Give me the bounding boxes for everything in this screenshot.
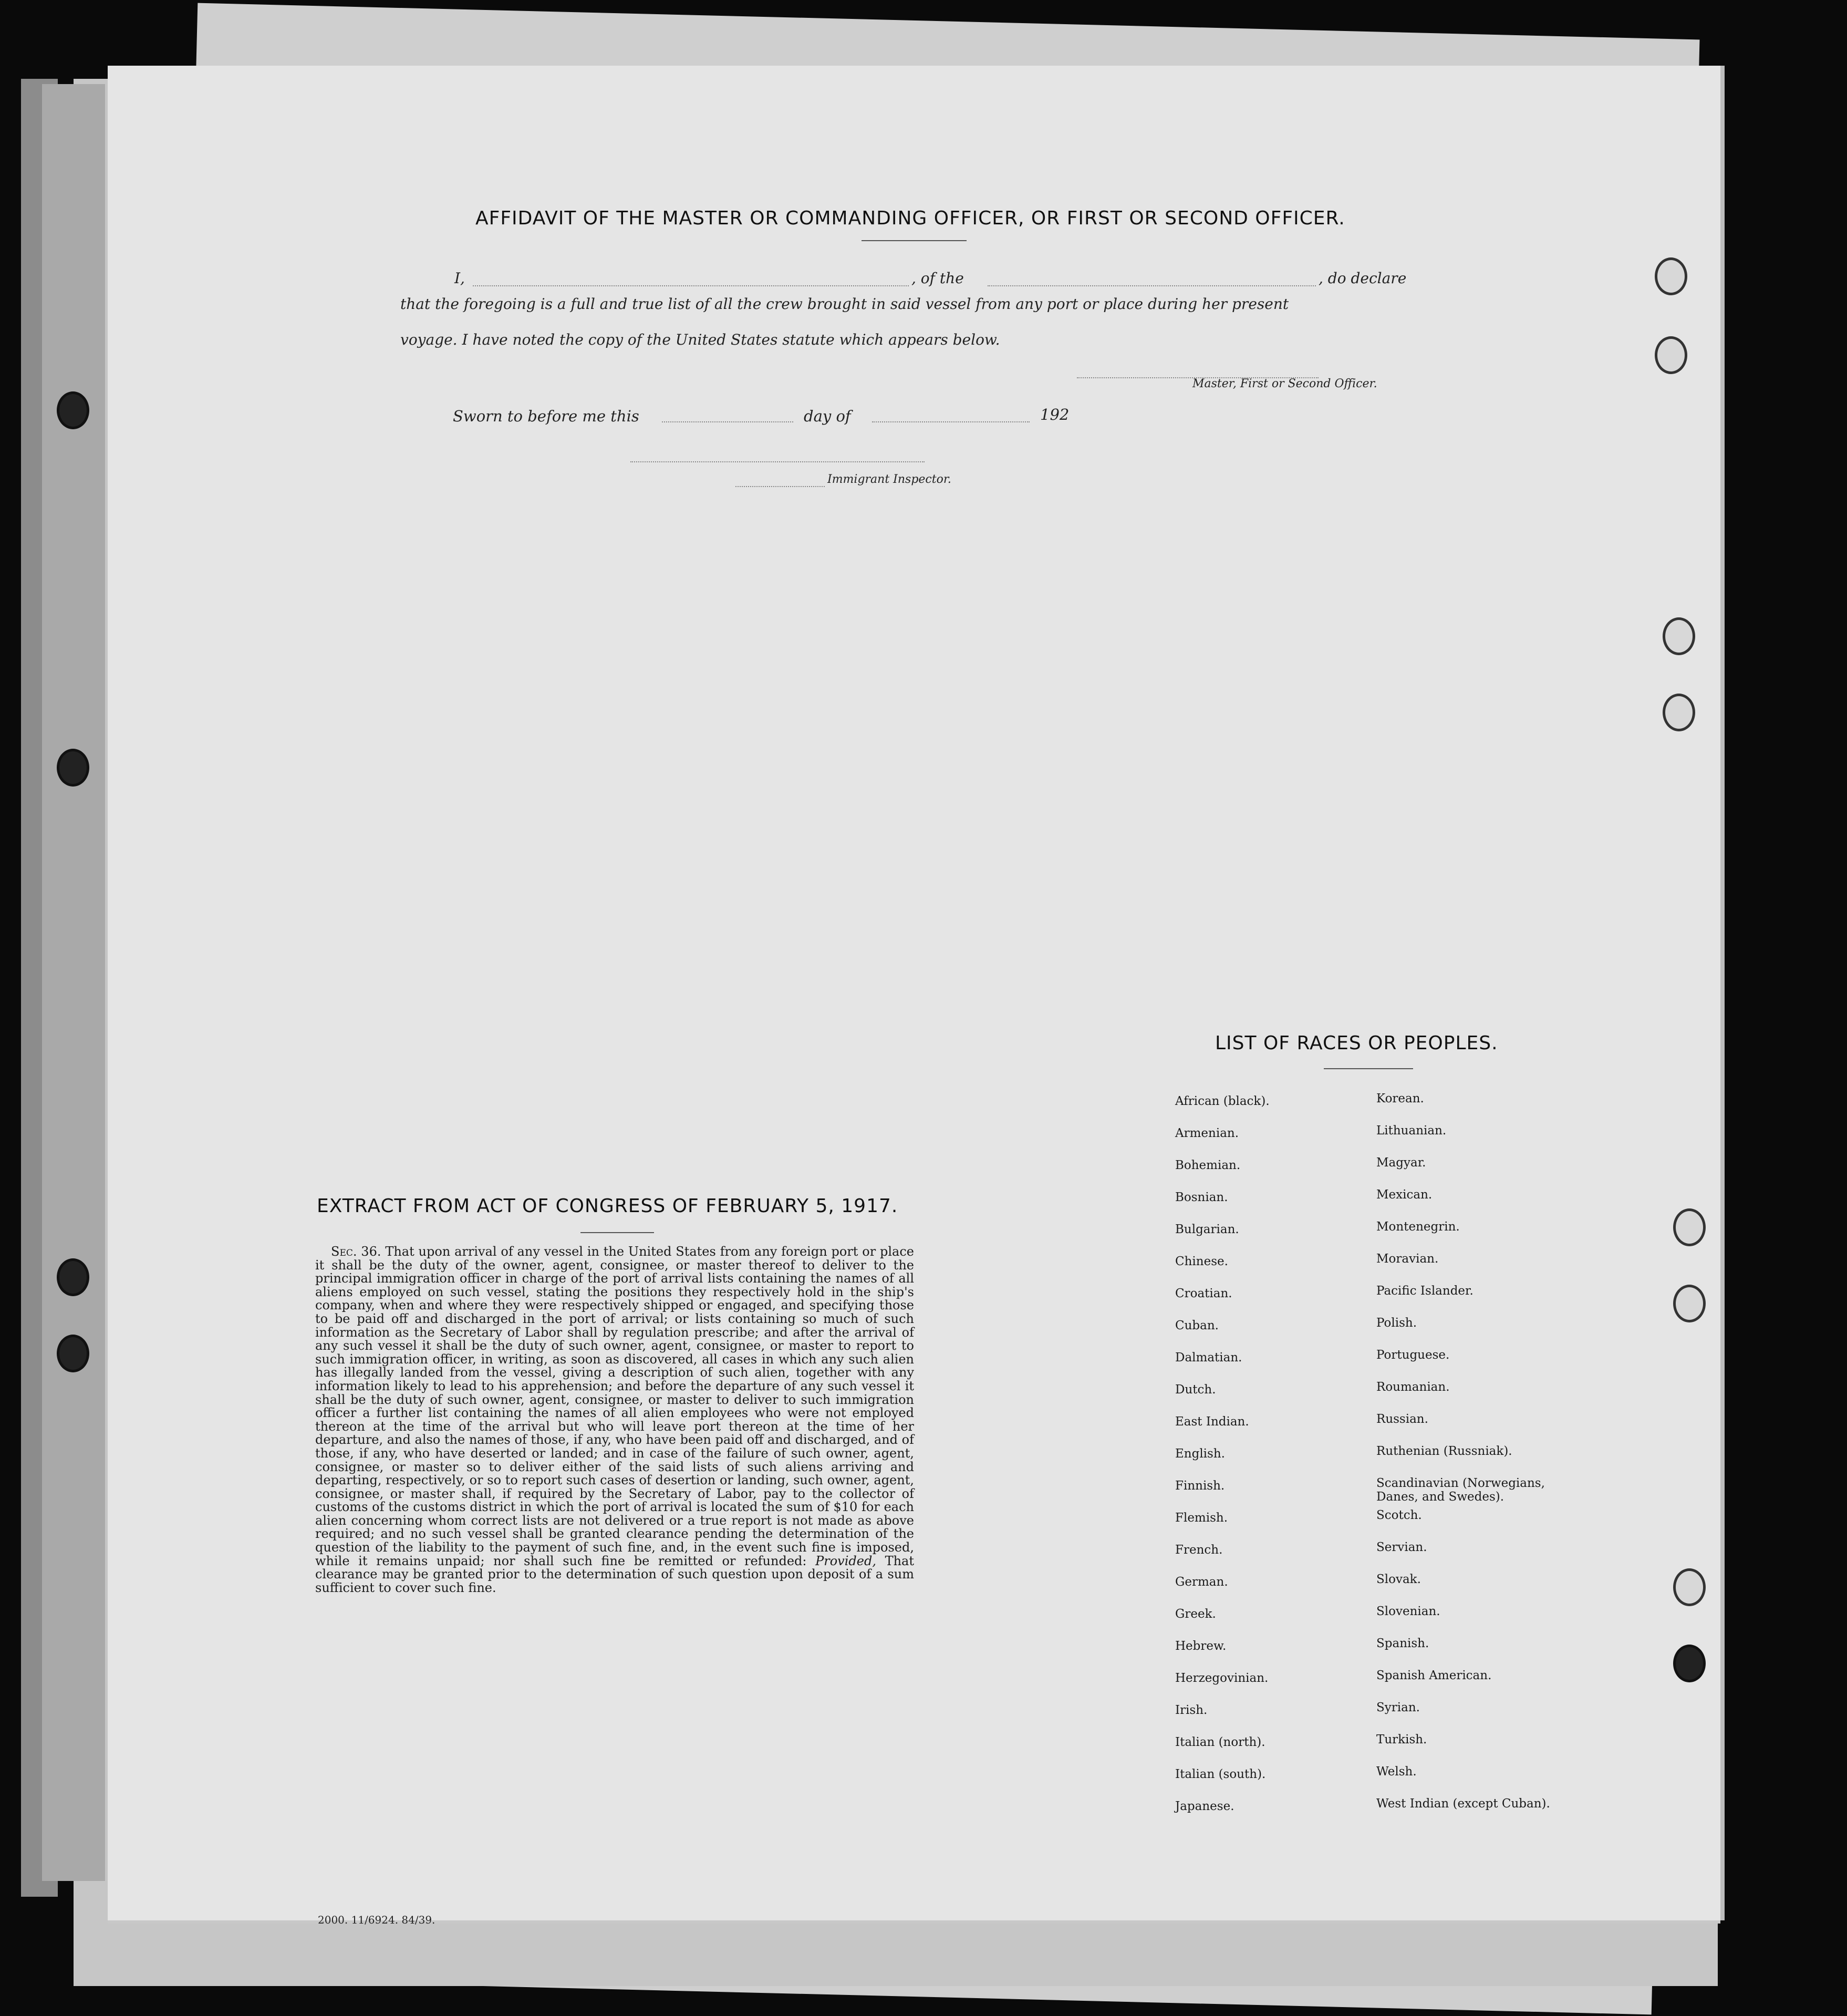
race-item: Greek.: [1175, 1607, 1216, 1621]
extract-title: EXTRACT FROM ACT OF CONGRESS OF FEBRUARY 5, 1917.: [317, 1195, 898, 1217]
sworn-day-line: [662, 421, 793, 422]
binder-hole: [1663, 617, 1695, 655]
race-item: Spanish.: [1376, 1637, 1429, 1650]
form-number: 2000. 11/6924. 84/39.: [318, 1914, 435, 1926]
race-item: Dalmatian.: [1175, 1351, 1242, 1364]
races-right-column: [1376, 1092, 1565, 1829]
extract-body-2: That clearance may be granted prior to the determination of such question upon deposit of a sum sufficient to cover such fine.: [315, 1553, 914, 1595]
binder-hole: [1673, 1645, 1706, 1682]
name-field-line: [473, 285, 909, 286]
race-item: Welsh.: [1376, 1765, 1417, 1779]
race-item: Spanish American.: [1376, 1669, 1492, 1682]
race-item: Russian.: [1376, 1412, 1428, 1426]
race-item: Slovenian.: [1376, 1605, 1440, 1618]
binder-hole: [57, 391, 89, 429]
race-item: Dutch.: [1175, 1383, 1216, 1397]
races-left-column: [1175, 1094, 1270, 1832]
vessel-field-line: [988, 285, 1316, 286]
affidavit-title: AFFIDAVIT OF THE MASTER OR COMMANDING OFFICER, OR FIRST OR SECOND OFFICER.: [475, 208, 1345, 229]
race-item: Finnish.: [1175, 1479, 1225, 1493]
race-item: Chinese.: [1175, 1255, 1228, 1268]
race-item: Croatian.: [1175, 1287, 1232, 1300]
race-item: Servian.: [1376, 1541, 1427, 1554]
provided-word: Provided,: [815, 1553, 876, 1568]
race-item: Polish.: [1376, 1316, 1417, 1330]
race-item: Portuguese.: [1376, 1348, 1450, 1362]
back-sheet-edge: [42, 84, 105, 1881]
race-item: Moravian.: [1376, 1252, 1439, 1266]
inspector-line-short: [735, 486, 825, 487]
race-item: Pacific Islander.: [1376, 1284, 1474, 1298]
race-item: Magyar.: [1376, 1156, 1426, 1170]
race-item: African (black).: [1175, 1094, 1270, 1108]
race-item: Montenegrin.: [1376, 1220, 1460, 1234]
race-item: Ruthenian (Russniak).: [1376, 1444, 1512, 1458]
binder-hole: [57, 1258, 89, 1296]
inspector-line: [630, 461, 925, 462]
binder-hole: [1655, 257, 1687, 295]
race-item: Cuban.: [1175, 1319, 1219, 1332]
race-item: East Indian.: [1175, 1415, 1249, 1429]
binder-hole: [1673, 1285, 1706, 1322]
day-of-text: day of: [804, 407, 851, 425]
race-item: Korean.: [1376, 1092, 1424, 1105]
race-item: Armenian.: [1175, 1126, 1239, 1140]
race-item: Roumanian.: [1376, 1380, 1450, 1394]
race-item: Turkish.: [1376, 1733, 1427, 1746]
race-item: Scandinavian (Norwegians, Danes, and Swedes).: [1376, 1476, 1545, 1504]
race-item: Irish.: [1175, 1703, 1208, 1717]
affidavit-i: I,: [454, 270, 465, 287]
races-rule: [1324, 1068, 1413, 1069]
sworn-text: Sworn to before me this: [453, 407, 639, 425]
race-item: English.: [1175, 1447, 1225, 1461]
race-item: Italian (south).: [1175, 1767, 1266, 1781]
sworn-month-line: [872, 421, 1030, 422]
race-item: Mexican.: [1376, 1188, 1433, 1202]
extract-text: [315, 1245, 914, 1595]
races-title: LIST OF RACES OR PEOPLES.: [1215, 1032, 1498, 1054]
section-number: Sec. 36.: [331, 1244, 381, 1259]
race-item: Bulgarian.: [1175, 1223, 1239, 1236]
race-item: Scotch.: [1376, 1508, 1422, 1522]
extract-body-1: That upon arrival of any vessel in the United States from any foreign port or place it shall be the duty of the owner, agent, consignee, or master thereof to deliver to the principal immigration officer in charge of the port of arrival lists containing the names of all aliens employed on such vessel, stating the positions they respectively hold in the ship's company, when and where they were respectively shipped or engaged, and specifying those to be paid off and discharged in the port of arrival; or lists containing so much of such information as the Secretary of Labor shall by regulation prescribe; and after the arrival of any such vessel it shall be the duty of such owner, agent, consignee, or master to report to such immigration officer, in writing, as soon as discovered, all cases in which any such alien has illegally landed from the vessel, giving a description of such alien, together with any information likely to lead to his apprehension; and before the departure of any such vessel it shall be the duty of such owner, agent, consignee, or master to deliver to such immigration officer a further list containing the names of all alien employees who were not employed thereon at the time of the arrival but who will leave port thereon at the time of her departure, and also the names of those, if any, who have been paid off and discharged, and of those, if any, who have deserted or landed; and in case of the failure of such owner, agent, consignee, or master so to deliver either of the said lists of such aliens arriving and departing, respectively, or so to report such cases of desertion or landing, such owner, agent, consignee, or master shall, if required by the Secretary of Labor, pay to the collector of customs of the customs district in which the port of arrival is located the sum of $10 for each alien concerning whom correct lists are not delivered or a true report is not made as above required; and no such vessel shall be granted clearance pending the determination of the question of the liability to the payment of such fine, and, in the event such fine is imposed, while it remains unpaid; nor shall such fine be remitted or refunded:: [315, 1244, 914, 1568]
year-text: 192: [1040, 406, 1070, 423]
affidavit-declare: , do declare: [1319, 270, 1407, 287]
race-item: West Indian (except Cuban).: [1376, 1797, 1550, 1811]
race-item: French.: [1175, 1543, 1223, 1557]
race-item: Lithuanian.: [1376, 1124, 1447, 1138]
binder-hole: [1673, 1568, 1706, 1606]
race-item: Syrian.: [1376, 1701, 1420, 1714]
affidavit-line2: that the foregoing is a full and true list of all the crew brought in said vessel from any port or place during her present: [400, 295, 1289, 313]
binder-hole: [57, 749, 89, 787]
binder-hole: [57, 1335, 89, 1372]
race-item: Herzegovinian.: [1175, 1671, 1269, 1685]
race-item: Slovak.: [1376, 1573, 1421, 1586]
race-item: Bohemian.: [1175, 1159, 1241, 1172]
race-item: Italian (north).: [1175, 1735, 1265, 1749]
race-item: Bosnian.: [1175, 1191, 1228, 1204]
race-item: Japanese.: [1175, 1800, 1234, 1813]
race-item: German.: [1175, 1575, 1228, 1589]
inspector-label: Immigrant Inspector.: [827, 473, 951, 486]
extract-rule: [580, 1232, 654, 1233]
binder-hole: [1673, 1208, 1706, 1246]
binder-hole: [1663, 694, 1695, 731]
title-rule: [862, 240, 967, 241]
signature-label: Master, First or Second Officer.: [1192, 377, 1377, 390]
affidavit-ofthe: , of the: [911, 270, 964, 287]
binder-hole: [1655, 336, 1687, 374]
race-item: Hebrew.: [1175, 1639, 1227, 1653]
race-item: Flemish.: [1175, 1511, 1228, 1525]
affidavit-line3: voyage. I have noted the copy of the United States statute which appears below.: [400, 331, 1000, 348]
